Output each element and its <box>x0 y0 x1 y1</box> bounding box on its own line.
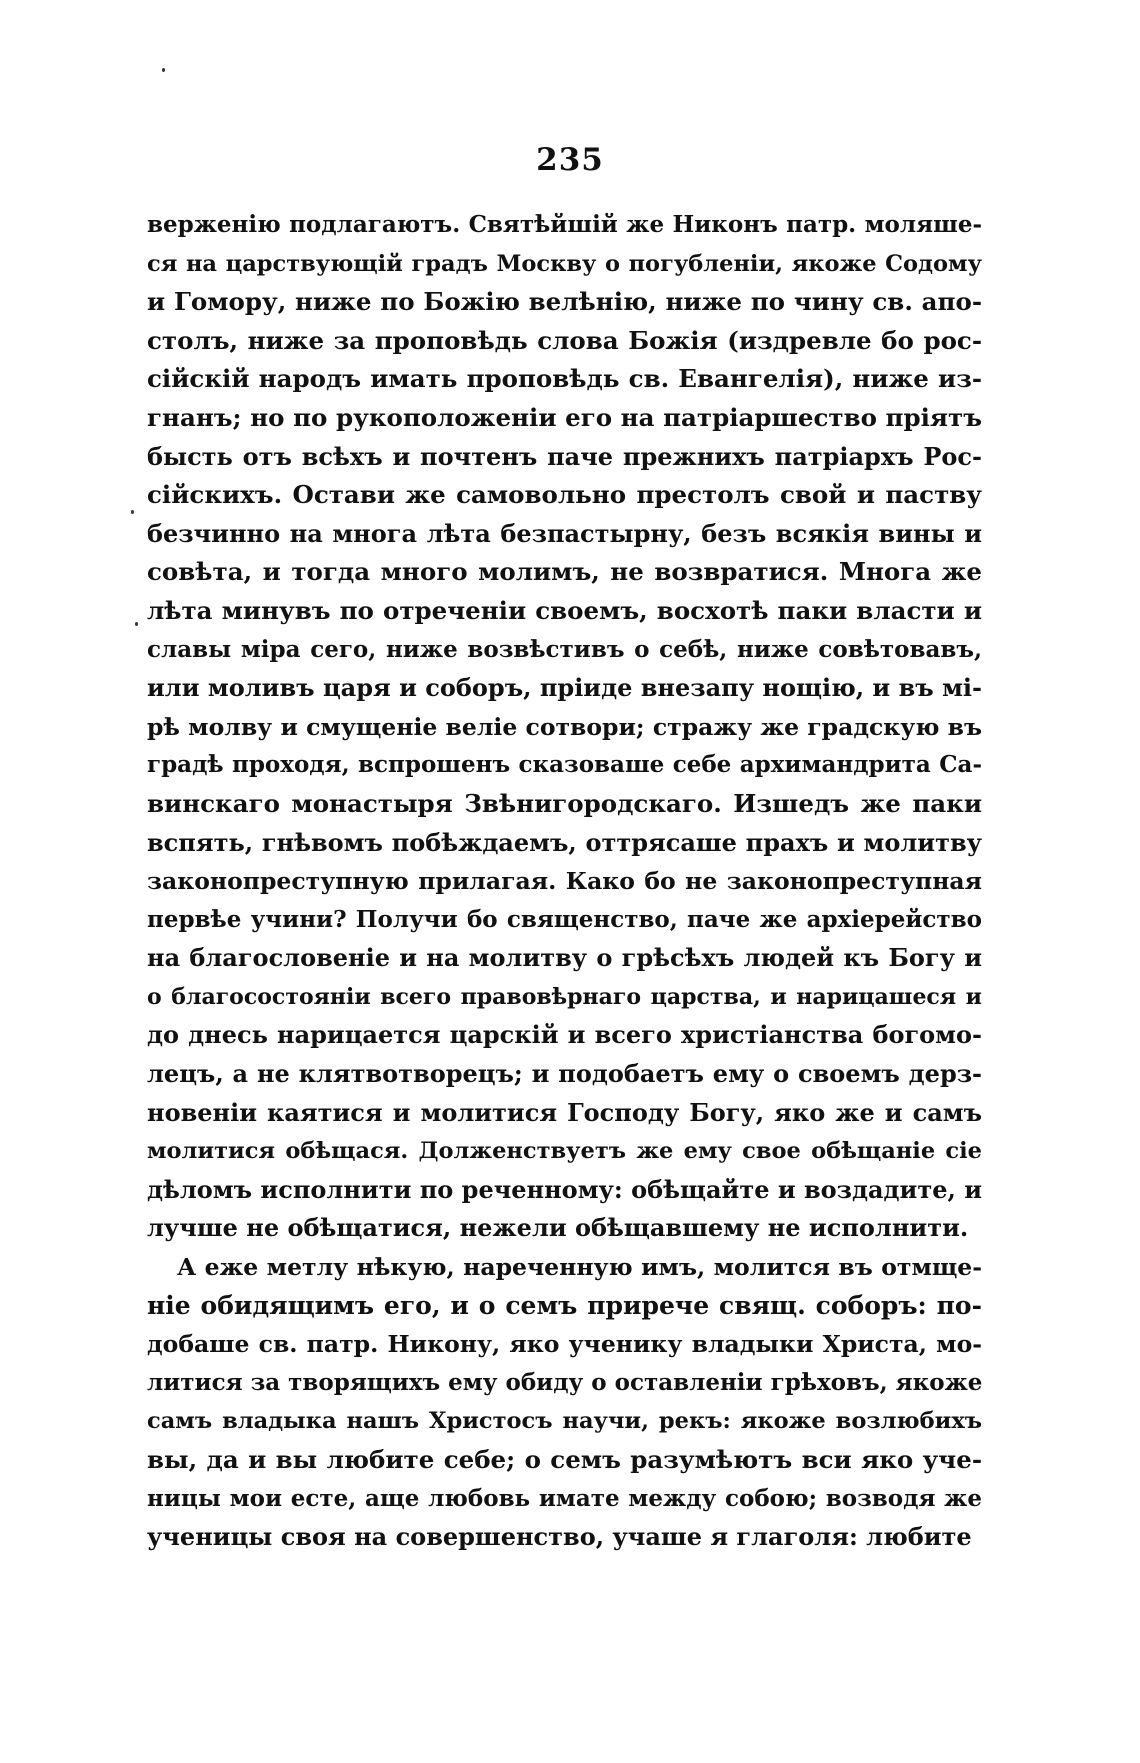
text-line: совѣта, и тогда много молимъ, не возвратися. Многа же <box>147 557 982 587</box>
text-line: гнанъ; но по рукоположеніи его на патріаршество пріятъ <box>147 402 982 432</box>
text-line: или моливъ царя и соборъ, пріиде внезапу нощію, и въ мі- <box>147 673 982 703</box>
text-line: дѣломъ исполнити по реченному: обѣщайте и воздадите, и <box>147 1174 982 1204</box>
text-line: сійскихъ. Остави же самовольно престолъ свой и паству <box>147 480 982 510</box>
text-line: ніе обидящимъ его, и о семъ приречe свящ. соборъ: по- <box>147 1290 982 1320</box>
text-line: столъ, ниже за проповѣдь слова Божія (издревле бо рос- <box>147 325 982 355</box>
text-line: лучше не обѣщатися, нежели обѣщавшему не исполнити. <box>147 1213 969 1243</box>
text-line: литися за творящихъ ему обиду о оставленіи грѣховъ, якоже <box>147 1368 982 1396</box>
text-line: рѣ молву и смущеніе веліе сотвори; стражу же градскую въ <box>147 712 982 741</box>
ink-speck <box>162 68 165 72</box>
text-line: бысть отъ всѣхъ и почтенъ паче прежнихъ патріархъ Рос- <box>147 441 982 471</box>
text-line: вспять, гнѣвомъ побѣждаемъ, оттрясаше прахъ и молитву <box>147 827 982 857</box>
page-number: 235 <box>536 142 604 178</box>
paragraph <box>147 1248 982 1557</box>
text-line: первѣе учини? Получи бо священство, паче же архіерейство <box>147 905 982 933</box>
text-line: славы міра сего, ниже возвѣстивъ о себѣ, ниже совѣтовавъ, <box>147 635 982 663</box>
text-line: и Гомору, ниже по Божію велѣнію, ниже по чину св. апо- <box>147 287 982 317</box>
ink-speck <box>135 622 138 626</box>
text-line: самъ владыка нашъ Христосъ научи, рекъ: якоже возлюбихъ <box>147 1408 982 1435</box>
text-line: ся на царствующій градъ Москву о погубленіи, якоже Содому <box>147 250 982 277</box>
text-line: о благосостояніи всего правовѣрнаго царства, и нарицашеся и <box>147 983 982 1010</box>
text-line: молитися обѣщася. Долженствуетъ же ему свое обѣщаніе сіе <box>147 1138 982 1165</box>
text-line: законопреступную прилагая. Како бо не законопреступная <box>147 867 982 896</box>
text-line: на благословеніе и на молитву о грѣсѣхъ людей къ Богу и <box>147 943 982 973</box>
paragraph <box>147 206 982 1248</box>
text-line: градѣ проходя, вспрошенъ сказоваше себе архимандрита Са- <box>147 751 982 779</box>
text-line: до днесь нарицается царскій и всего христіанства богомо- <box>147 1020 982 1050</box>
text-line: винскаго монастыря Звѣнигородскаго. Изшедъ же паки <box>147 788 982 818</box>
text-line: добаше св. патр. Никону, яко ученику владыки Христа, мо- <box>147 1330 982 1359</box>
text-line: безчинно на многа лѣта безпастырну, безъ всякія вины и <box>147 518 982 548</box>
body-text <box>147 206 982 1557</box>
text-line: А еже метлу нѣкую, нареченную имъ, молится въ отмще- <box>177 1253 982 1282</box>
text-line: ницы мои есте, аще любовь имате между собою; возводя же <box>147 1484 982 1512</box>
text-line: лѣта минувъ по отреченіи своемъ, восхотѣ паки власти и <box>147 595 982 625</box>
text-line: ученицы своя на совершенство, учаше я глаголя: любите <box>147 1522 972 1552</box>
ink-speck <box>131 510 134 514</box>
text-line: новеніи каятися и молитися Господу Богу, яко же и самъ <box>147 1097 982 1127</box>
text-line: сійскій народъ имать проповѣдь св. Евангелія), ниже из- <box>147 364 982 394</box>
text-line: лецъ, а не клятвотворецъ; и подобаетъ ему о своемъ дерз- <box>147 1059 982 1089</box>
text-line: верженію подлагаютъ. Святѣйшій же Никонъ патр. моляше- <box>147 211 982 238</box>
text-line: вы, да и вы любите себе; о семъ разумѣютъ вси яко уче- <box>147 1445 982 1474</box>
